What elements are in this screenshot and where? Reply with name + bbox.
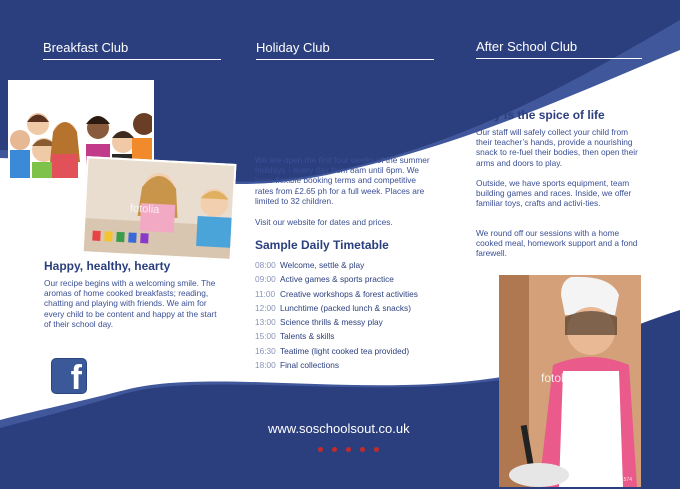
timetable-row bbox=[255, 258, 445, 272]
after-school-heading: Play is the spice of life bbox=[476, 108, 605, 122]
after-school-paragraph-1: Our staff will safely collect your child from their teacher’s hands, provide a nourishing snack to re-fuel their bodies, then open their arms and doors to play. bbox=[476, 127, 638, 168]
holiday-heading: Personal and affordable bbox=[256, 138, 393, 152]
girl-chef-photo bbox=[499, 275, 641, 487]
timetable-row bbox=[255, 287, 445, 301]
timetable-time: 13:00 bbox=[255, 317, 276, 328]
pagination-dot bbox=[332, 447, 337, 452]
timetable-time: 08:00 bbox=[255, 260, 276, 270]
facebook-icon[interactable] bbox=[52, 359, 86, 393]
facebook-f-glyph: f bbox=[70, 359, 82, 393]
stock-id-watermark: #74391574 bbox=[607, 477, 633, 483]
website-url[interactable]: www.soschoolsout.co.uk bbox=[268, 421, 410, 436]
pagination-dot bbox=[318, 447, 323, 452]
timetable-time: 16:30 bbox=[255, 345, 276, 356]
timetable-time: 11:00 bbox=[255, 288, 276, 299]
timetable-time: 15:00 bbox=[255, 331, 276, 342]
after-school-paragraph-2: Outside, we have sports equipment, team building games and races. Inside, we offer familiar toys, crafts and activi-ties. bbox=[476, 178, 632, 209]
holiday-website-note: Visit our website for dates and prices. bbox=[255, 217, 393, 227]
timetable-activity: Welcome, settle & play bbox=[280, 260, 365, 270]
holiday-club-title: Holiday Club bbox=[256, 40, 434, 60]
timetable-row bbox=[255, 358, 445, 372]
timetable-activity: Science thrills & messy play bbox=[280, 317, 383, 328]
timetable-row bbox=[255, 272, 445, 286]
after-school-club-title: After School Club bbox=[476, 39, 642, 59]
pagination-dot bbox=[374, 447, 379, 452]
timetable-activity: Talents & skills bbox=[280, 331, 335, 342]
timetable-row bbox=[255, 329, 445, 343]
children-painting-photo bbox=[82, 156, 237, 261]
pagination-dot bbox=[360, 447, 365, 452]
breakfast-body: Our recipe begins with a welcoming smile. The aromas of home cooked breakfasts; reading, chatting and playing with friends. We aim for every child to be content and happy at the start of their school day. bbox=[44, 278, 217, 329]
fotolia-watermark: fotolia bbox=[129, 202, 160, 217]
timetable-row bbox=[255, 315, 445, 329]
fotolia-watermark: fotolia bbox=[541, 371, 574, 385]
timetable-time: 12:00 bbox=[255, 302, 276, 313]
timetable-activity: Creative workshops & forest activities bbox=[280, 288, 418, 299]
timetable-heading: Sample Daily Timetable bbox=[255, 238, 389, 252]
timetable-activity: Lunchtime (packed lunch & snacks) bbox=[280, 302, 411, 313]
timetable-time: 09:00 bbox=[255, 274, 276, 285]
breakfast-club-title: Breakfast Club bbox=[43, 40, 221, 60]
breakfast-heading: Happy, healthy, hearty bbox=[44, 259, 171, 273]
timetable-row bbox=[255, 301, 445, 315]
timetable-time: 18:00 bbox=[255, 360, 276, 371]
timetable-activity: Final collections bbox=[280, 360, 340, 371]
timetable bbox=[255, 258, 445, 372]
pagination-dot bbox=[346, 447, 351, 452]
holiday-body: We are open the first four weeks of the summer holidays - every day from 8am until 6pm. We have flexible booking terms and competitive rates from £2.65 ph for a full week. Places are limited to 32 children. bbox=[255, 155, 430, 206]
timetable-activity: Teatime (light cooked tea provided) bbox=[280, 345, 410, 356]
timetable-activity: Active games & sports practice bbox=[280, 274, 394, 285]
timetable-row bbox=[255, 344, 445, 358]
after-school-paragraph-3: We round off our sessions with a home cooked meal, homework support and a fond farewell. bbox=[476, 228, 638, 259]
